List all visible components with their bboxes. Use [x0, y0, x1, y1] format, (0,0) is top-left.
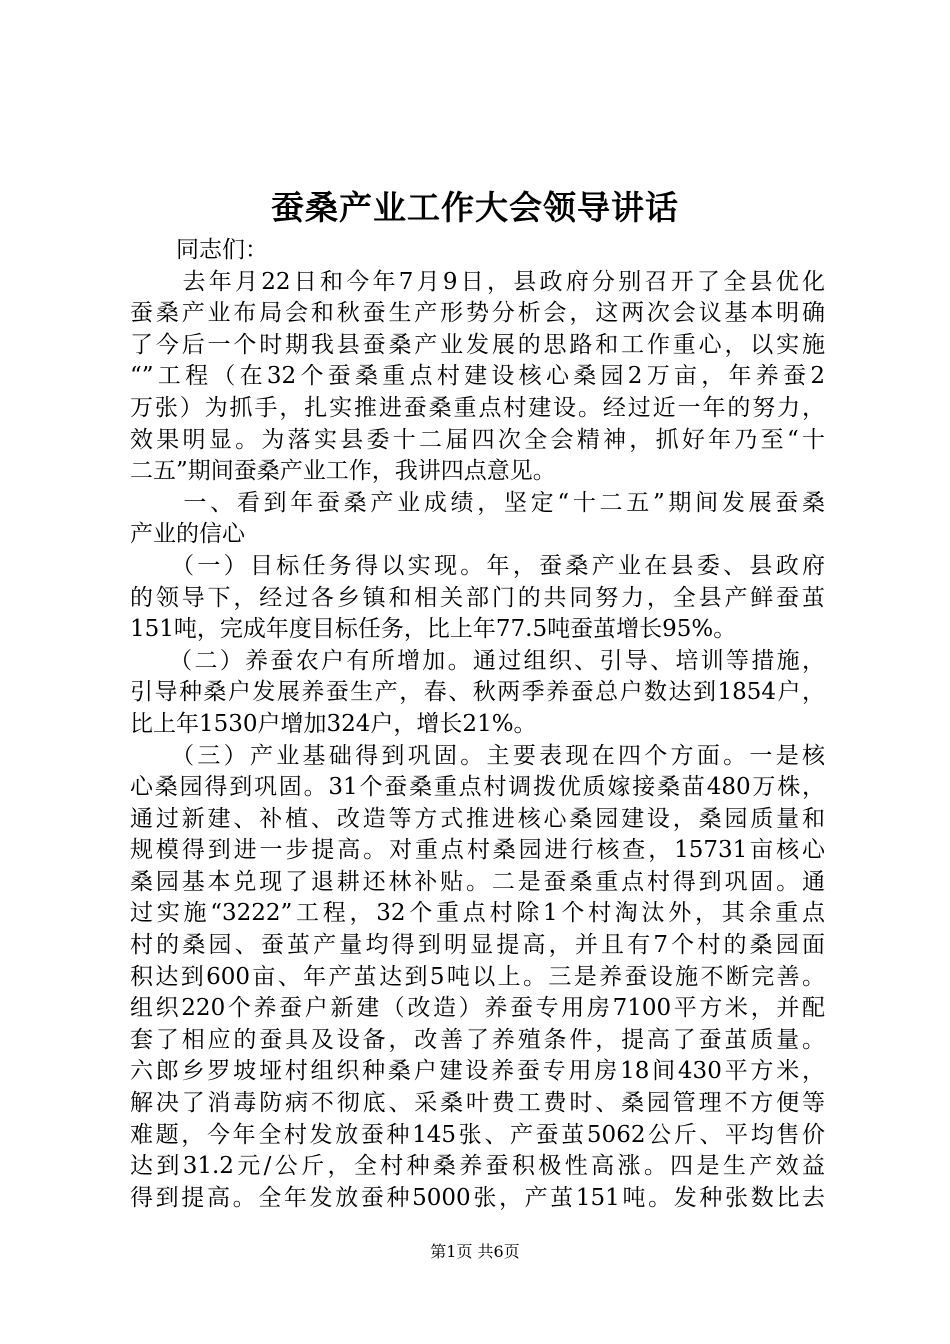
page-title: 蚕桑产业工作大会领导讲话	[271, 188, 679, 227]
text-line: 组织220个养蚕户新建（改造）养蚕专用房7100平方米，并配	[130, 995, 825, 1022]
text-line: 的领导下，经过各乡镇和相关部门的共同努力，全县产鲜蚕茧	[130, 584, 825, 611]
text-line: 万张）为抓手，扎实推进蚕桑重点村建设。经过近一年的努力，	[130, 394, 825, 421]
text-line: （三）产业基础得到巩固。主要表现在四个方面。一是核	[130, 742, 825, 769]
document-body	[130, 235, 825, 1214]
text-line: 151吨，完成年度目标任务，比上年77.5吨蚕茧增长95%。	[130, 616, 737, 643]
text-line: 了今后一个时期我县蚕桑产业发展的思路和工作重心，以实施	[130, 331, 825, 358]
text-line: 规模得到进一步提高。对重点村桑园进行核查，15731亩核心	[130, 837, 825, 864]
text-line: 六郎乡罗坡垭村组织种桑户建设养蚕专用房18间430平方米，	[130, 1058, 825, 1085]
text-line: 同志们：	[130, 237, 268, 263]
text-line: 去年月22日和今年7月9日，县政府分别召开了全县优化	[130, 268, 825, 295]
text-line: 积达到600亩、年产茧达到5吨以上。三是养蚕设施不断完善。	[130, 963, 825, 990]
text-line: 村的桑园、蚕茧产量均得到明显提高，并且有7个村的桑园面	[130, 932, 825, 959]
text-line: 蚕桑产业布局会和秋蚕生产形势分析会，这两次会议基本明确	[130, 300, 825, 327]
text-line: 得到提高。全年发放蚕种5000张，产茧151吨。发种张数比去	[130, 1184, 825, 1211]
text-line: 达到31.2元/公斤，全村种桑养蚕积极性高涨。四是生产效益	[130, 1153, 825, 1180]
text-line: 难题，今年全村发放蚕种145张、产蚕茧5062公斤、平均售价	[130, 1121, 825, 1148]
text-line: （一）目标任务得以实现。年，蚕桑产业在县委、县政府	[130, 552, 825, 579]
text-line: 引导种桑户发展养蚕生产，春、秋两季养蚕总户数达到1854户，	[130, 679, 825, 706]
text-line: 套了相应的蚕具及设备，改善了养殖条件，提高了蚕茧质量。	[130, 1026, 825, 1053]
text-line: 二五”期间蚕桑产业工作，我讲四点意见。	[130, 458, 556, 485]
text-line: “”工程（在32个蚕桑重点村建设核心桑园2万亩，年养蚕2	[130, 363, 825, 390]
text-line: 一、看到年蚕桑产业成绩，坚定“十二五”期间发展蚕桑	[130, 489, 825, 516]
text-line: 桑园基本兑现了退耕还林补贴。二是蚕桑重点村得到巩固。通	[130, 868, 825, 895]
text-line: 通过新建、补植、改造等方式推进核心桑园建设，桑园质量和	[130, 805, 825, 832]
text-line: 过实施“3222”工程，32个重点村除1个村淘汰外，其余重点	[130, 900, 825, 927]
text-line: 效果明显。为落实县委十二届四次全会精神，抓好年乃至“十	[130, 426, 825, 453]
page-footer: 第1页 共6页	[430, 1242, 520, 1261]
text-line: （二）养蚕农户有所增加。通过组织、引导、培训等措施，	[130, 647, 825, 674]
text-line: 心桑园得到巩固。31个蚕桑重点村调拨优质嫁接桑苗480万株，	[130, 774, 825, 801]
text-line: 解决了消毒防病不彻底、采桑叶费工费时、桑园管理不方便等	[130, 1090, 825, 1117]
text-line: 产业的信心	[130, 521, 245, 548]
text-line: 比上年1530户增加324户，增长21%。	[130, 710, 537, 737]
